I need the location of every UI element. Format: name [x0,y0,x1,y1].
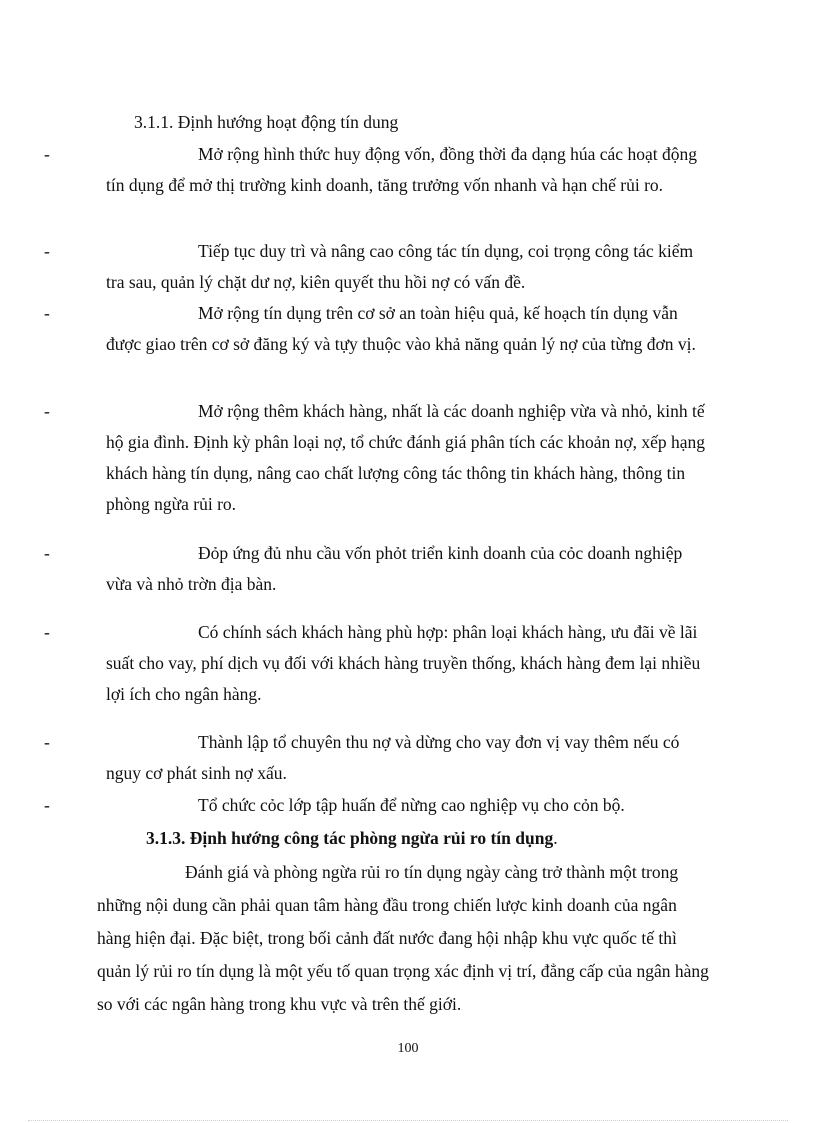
bullet-text: Tổ chức cỏc lớp tập huấn để nừng cao nghiệp vụ cho cỏn bộ. [198,795,625,815]
bullet-item [44,538,712,600]
bullet-item [44,617,712,710]
bullet-text: Tiếp tục duy trì và nâng cao công tác tín dụng, coi trọng công tác kiểm tra sau, quản lý chặt dư nợ, kiên quyết thu hồi nợ có vấn đề. [106,241,694,292]
bullet-item [44,139,712,201]
bullet-dash: - [44,795,50,815]
bullet-text: Mở rộng thêm khách hàng, nhất là các doanh nghiệp vừa và nhỏ, kinh tế hộ gia đình. Định kỳ phân loại nợ, tổ chức đánh giá phân tích các khoản nợ, xếp hạng khách hàng tín dụng, nâng cao chất lượng công tác thông tin khách hàng, thông tin phòng ngừa rủi ro. [106,401,706,514]
section-heading-period: . [553,828,558,848]
bullet-dash: - [44,144,50,164]
bullet-item [44,298,712,360]
bullet-dash: - [44,401,50,421]
bullet-text: Thành lập tổ chuyên thu nợ và dừng cho vay đơn vị vay thêm nếu có nguy cơ phát sinh nợ xấu. [106,732,680,783]
bullet-text: Có chính sách khách hàng phù hợp: phân loại khách hàng, ưu đãi về lãi suất cho vay, phí dịch vụ đối với khách hàng truyền thống, khách hàng đem lại nhiều lợi ích cho ngân hàng. [106,622,701,704]
page-number: 100 [397,1041,419,1056]
bullet-dash: - [44,732,50,752]
bullet-item [44,236,712,298]
bullet-dash: - [44,543,50,563]
bullet-text: Mở rộng tín dụng trên cơ sở an toàn hiệu quả, kế hoạch tín dụng vẫn được giao trên cơ sở đăng ký và tựy thuộc vào khả năng quản lý nợ của từng đơn vị. [106,303,696,354]
bullet-item [44,396,712,520]
bullet-dash: - [44,303,50,323]
bullet-dash: - [44,241,50,261]
bullet-item [44,727,712,789]
bullet-text: Mở rộng hình thức huy động vốn, đồng thời đa dạng húa các hoạt động tín dụng để mở thị trường kinh doanh, tăng trưởng vốn nhanh và hạn chế rủi ro. [106,144,697,195]
bullet-item [44,790,712,821]
section-heading-3-1-1: 3.1.1. Định hướng hoạt động tín dung [134,112,399,132]
footer-divider [28,1120,788,1121]
section-heading-text: 3.1.3. Định hướng công tác phòng ngừa rủi ro tín dụng [146,828,554,848]
bullet-dash: - [44,622,50,642]
bullet-text: Đỏp ứng đủ nhu cầu vốn phỏt triển kinh doanh của cỏc doanh nghiệp vừa và nhỏ trờn địa bàn. [106,543,683,594]
body-paragraph: Đánh giá và phòng ngừa rủi ro tín dụng ngày càng trở thành một trong những nội dung cần phải quan tâm hàng đầu trong chiến lược kinh doanh của ngân hàng hiện đại. Đặc biệt, trong bối cảnh đất nước đang hội nhập khu vực quốc tế thì quản lý rủi ro tín dụng là một yếu tố quan trọng xác định vị trí, đẳng cấp của ngân hàng so với các ngân hàng trong khu vực và trên thế giới. [97,862,709,1014]
section-heading-3-1-3 [146,826,558,850]
